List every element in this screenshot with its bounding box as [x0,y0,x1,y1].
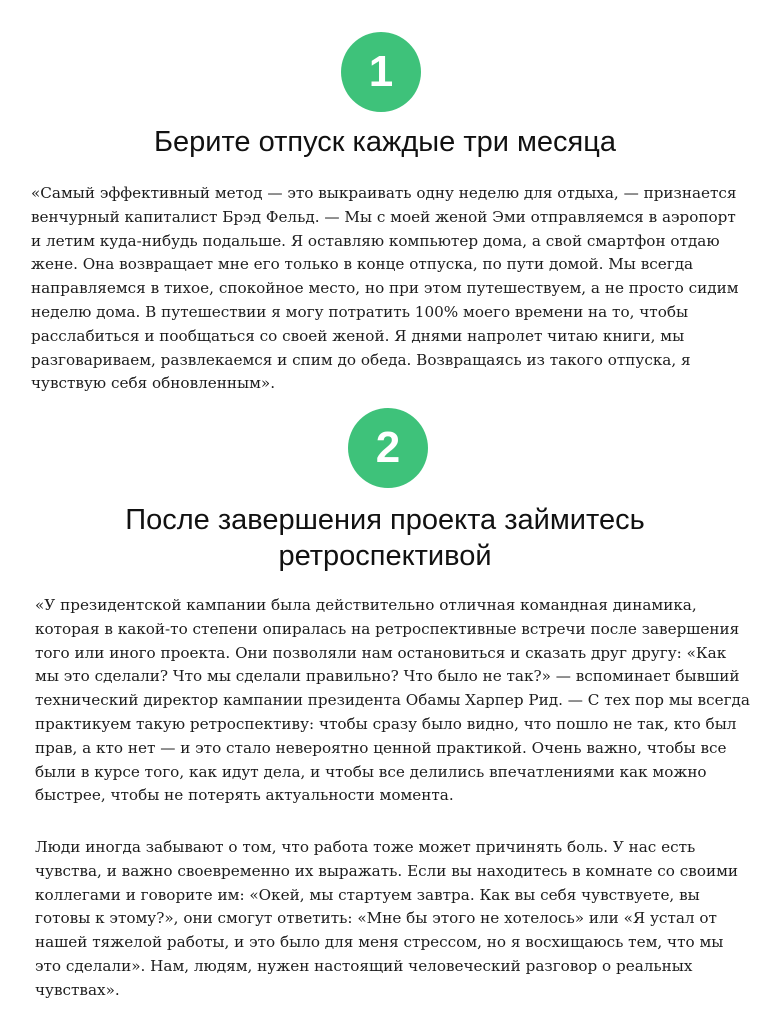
section-title: После завершения проекта займитесь ретроспективой [125,504,645,572]
section-body-paragraph: «У президентской кампании была действительно отличная командная динамика, которая в какой-то степени опиралась на ретроспективные встречи после завершения того или иного проекта. Они позволяли нам остановиться и сказать друг другу: «Как мы это сделали? Что мы сделали правильно? Что было не так?» — вспоминает бывший технический директор кампании президента Обамы Харпер Рид. — С тех пор мы всегда практикуем такую ретроспективу: чтобы сразу было видно, что пошло не так, кто был прав, а кто нет — и это стало невероятно ценной практикой. Очень важно, чтобы все были в курсе того, как идут дела, и чтобы все делились впечатлениями как можно быстрее, чтобы не потерять актуальности момента. [35,596,750,805]
section-title: Берите отпуск каждые три месяца [153,126,616,158]
section-body-paragraph: «Самый эффективный метод — это выкраивать одну неделю для отдыха, — признается венчурный капиталист Брэд Фельд. — Мы с моей женой Эми отправляемся в аэропорт и летим куда-нибудь подальше. Я оставляю компьютер дома, а свой смартфон отдаю жене. Она возвращает мне его только в конце отпуска, по пути домой. Мы всегда направляемся в тихое, спокойное место, но при этом путешествуем, а не просто сидим неделю дома. В путешествии я могу потратить 100% моего времени на то, чтобы расслабиться и пообщаться со своей женой. Я днями напролет читаю книги, мы разговариваем, развлекаемся и спим до обеда. Возвращаясь из такого отпуска, я чувствую себя обновленным». [31,184,739,393]
section-body-paragraph: Люди иногда забывают о том, что работа тоже может причинять боль. У нас есть чувства, и важно своевременно их выражать. Если вы находитесь в комнате со своими коллегами и говорите им: «Окей, мы стартуем завтра. Как вы себя чувствуете, вы готовы к этому?», они смогут ответить: «Мне бы этого не хотелось» или «Я устал от нашей тяжелой работы, и это было для меня стрессом, но я восхищаюсь тем, что мы это сделали». Нам, людям, нужен настоящий человеческий разговор о реальных чувствах». [35,838,739,999]
section-number-badge: 1 [341,32,421,112]
section-number-badge: 2 [348,408,428,488]
